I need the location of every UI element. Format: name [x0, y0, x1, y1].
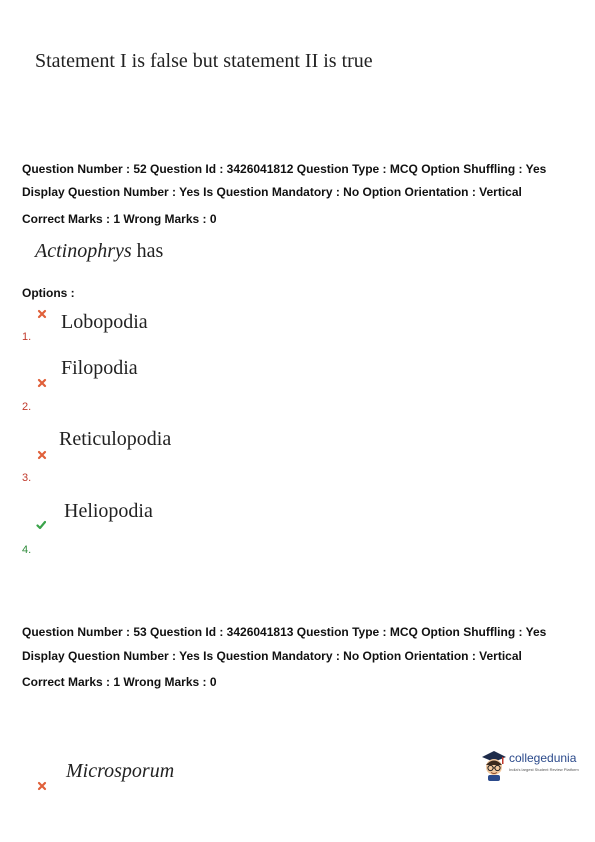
- q52-question-organism: Actinophrys: [35, 240, 132, 262]
- q52-option-1-text: Lobopodia: [61, 311, 148, 333]
- q53-meta-line-3: Correct Marks : 1 Wrong Marks : 0: [22, 675, 217, 689]
- q52-option-2-number: 2.: [22, 401, 32, 413]
- student-mascot-icon: [480, 748, 508, 782]
- q52-meta-line-3: Correct Marks : 1 Wrong Marks : 0: [22, 212, 217, 226]
- q53-meta-line-2: Display Question Number : Yes Is Question Mandatory : No Option Orientation : Vertical: [22, 649, 522, 663]
- previous-answer-statement: Statement I is false but statement II is true: [35, 50, 373, 72]
- q52-question-text: [35, 240, 163, 263]
- wrong-cross-icon: [37, 309, 47, 319]
- wrong-cross-icon: [37, 450, 47, 460]
- q53-option-1-text: Microsporum: [66, 760, 175, 782]
- collegedunia-logo: [480, 748, 588, 782]
- correct-check-icon: [36, 520, 46, 530]
- wrong-cross-icon: [37, 378, 47, 388]
- q52-option-3-text: Reticulopodia: [59, 428, 172, 450]
- logo-name: collegedunia: [509, 751, 577, 765]
- q52-question-rest: has: [131, 240, 164, 262]
- q52-meta-line-2: Display Question Number : Yes Is Question Mandatory : No Option Orientation : Vertical: [22, 185, 522, 199]
- q52-option-3-number: 3.: [22, 472, 32, 484]
- q52-meta-line-1: Question Number : 52 Question Id : 3426041812 Question Type : MCQ Option Shuffling : Yes: [22, 162, 547, 176]
- logo-tagline: India's largest Student Review Platform: [509, 767, 579, 772]
- q53-meta-line-1: Question Number : 53 Question Id : 3426041813 Question Type : MCQ Option Shuffling : Yes: [22, 625, 547, 639]
- q52-option-1-number: 1.: [22, 331, 32, 343]
- q52-options-label: Options :: [22, 286, 75, 300]
- wrong-cross-icon: [37, 781, 47, 791]
- q52-option-4-text: Heliopodia: [64, 500, 153, 522]
- q52-option-2-text: Filopodia: [61, 357, 138, 379]
- q52-option-4-number: 4.: [22, 544, 32, 556]
